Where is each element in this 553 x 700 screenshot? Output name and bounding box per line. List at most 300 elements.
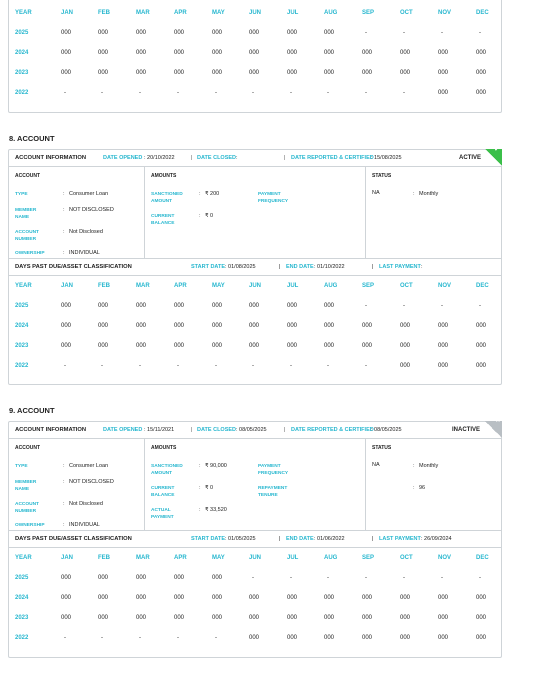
dpd-value-cell: 000 [61, 70, 72, 76]
dpd-value-cell: 000 [324, 70, 335, 76]
month-header: DEC [476, 555, 489, 561]
dpd-title: DAYS PAST DUE/ASSET CLASSIFICATION [15, 536, 132, 542]
date-reported-label: DATE REPORTED & CERTIFIED [291, 427, 374, 433]
field-value: ₹ 33,520 [205, 507, 227, 513]
dpd-row [9, 296, 501, 316]
dpd-value-cell: - [177, 363, 179, 369]
dpd-value-cell: 000 [174, 343, 185, 349]
dpd-value-cell: 000 [249, 615, 260, 621]
colon: : [413, 485, 415, 491]
month-header: DEC [476, 283, 489, 289]
status-column-title: STATUS [372, 173, 392, 179]
dpd-value-cell: 000 [174, 575, 185, 581]
field-value: Not Disclosed [69, 229, 103, 235]
dpd-value-cell: 000 [61, 575, 72, 581]
year-cell: 2024 [15, 595, 29, 601]
month-header: AUG [324, 10, 338, 16]
corner-mark: × [495, 417, 500, 425]
dpd-row [9, 628, 501, 648]
field-value: Consumer Loan [69, 463, 109, 469]
dpd-value-cell: 000 [476, 90, 487, 96]
dpd-value-cell: 000 [476, 343, 487, 349]
status-value: NA [372, 462, 380, 468]
month-header: NOV [438, 283, 452, 289]
field-label-line: BALANCE [151, 221, 175, 226]
field-label-line: SANCTIONED [151, 192, 183, 197]
dpd-value-cell: 000 [212, 30, 223, 36]
year-header: YEAR [15, 555, 32, 561]
dpd-value-cell: 000 [476, 70, 487, 76]
account-status-badge: INACTIVE [452, 427, 481, 433]
dpd-value-cell: - [139, 363, 141, 369]
dpd-header-row [9, 548, 501, 568]
field-label [258, 463, 288, 477]
field-label [151, 463, 183, 477]
dpd-value-cell: 000 [212, 575, 223, 581]
field-label-line: MEMBER [15, 208, 37, 213]
dpd-value-cell: 000 [476, 50, 487, 56]
field-label-line: PAYMENT [151, 515, 174, 520]
dpd-classification-header [9, 531, 501, 548]
last-payment-value: : [421, 264, 423, 270]
field-label [15, 229, 39, 243]
month-header: FEB [98, 283, 110, 289]
status-column [366, 439, 503, 530]
field-value: ₹ 0 [205, 213, 214, 219]
dpd-row [9, 336, 501, 356]
month-header: JUL [287, 555, 299, 561]
date-reported-value: : 08/05/2025 [371, 427, 402, 433]
year-cell: 2025 [15, 30, 29, 36]
dpd-value-cell: 000 [249, 303, 260, 309]
field-label [151, 213, 174, 227]
dpd-value-cell: 000 [174, 30, 185, 36]
dpd-value-cell: 000 [324, 343, 335, 349]
account-column [9, 439, 145, 530]
field-label [151, 507, 174, 521]
month-header: NOV [438, 10, 452, 16]
field-label-line: TYPE [15, 464, 28, 469]
dpd-value-cell: 000 [136, 50, 147, 56]
dpd-row [9, 568, 501, 588]
end-date-label: END DATE [286, 536, 314, 542]
field-label-line: NUMBER [15, 237, 37, 242]
dpd-row [9, 63, 501, 83]
field-label [151, 191, 183, 205]
dpd-value-cell: - [290, 90, 292, 96]
dpd-value-cell: 000 [174, 50, 185, 56]
field-value: Monthly [419, 463, 439, 469]
dpd-value-cell: 000 [287, 30, 298, 36]
date-opened-label: DATE OPENED [103, 427, 143, 433]
field-value: Monthly [419, 191, 439, 197]
dpd-value-cell: - [101, 90, 103, 96]
dpd-value-cell: 000 [362, 323, 373, 329]
month-header: JAN [61, 10, 74, 16]
dpd-row [9, 23, 501, 43]
colon: : [63, 250, 65, 256]
last-payment-value: : 26/09/2024 [421, 536, 452, 542]
account-8-card [8, 146, 502, 385]
dpd-value-cell: - [139, 90, 141, 96]
dpd-value-cell: 000 [476, 635, 487, 641]
end-date-value: : 01/10/2022 [314, 264, 345, 270]
month-header: JUN [249, 10, 262, 16]
dpd-value-cell: 000 [324, 595, 335, 601]
dpd-title: DAYS PAST DUE/ASSET CLASSIFICATION [15, 264, 132, 270]
dpd-value-cell: 000 [287, 70, 298, 76]
month-header: NOV [438, 555, 452, 561]
dpd-value-cell: 000 [61, 303, 72, 309]
account-info-title: ACCOUNT INFORMATION [15, 427, 87, 433]
dpd-value-cell: - [290, 575, 292, 581]
dpd-value-cell: 000 [400, 50, 411, 56]
section-title-account-8: 8. ACCOUNT [9, 134, 55, 143]
dpd-value-cell: 000 [174, 615, 185, 621]
field-label-line: OWNERSHIP [15, 251, 45, 256]
dpd-value-cell: 000 [324, 30, 335, 36]
dpd-value-cell: 000 [212, 615, 223, 621]
year-cell: 2022 [15, 635, 29, 641]
field-label [15, 250, 45, 257]
field-label-line: BALANCE [151, 493, 175, 498]
month-header: MAR [136, 555, 150, 561]
month-header: OCT [400, 555, 413, 561]
date-reported-value: : 15/08/2025 [371, 155, 402, 161]
divider: | [284, 427, 286, 433]
field-label-line: REPAYMENT [258, 486, 288, 491]
start-date-value: : 01/08/2025 [225, 264, 256, 270]
divider: | [372, 264, 374, 270]
year-cell: 2023 [15, 615, 29, 621]
month-header: SEP [362, 283, 375, 289]
dpd-value-cell: 000 [61, 595, 72, 601]
dpd-value-cell: 000 [400, 363, 411, 369]
account-details-grid [9, 167, 501, 259]
field-label-line: MEMBER [15, 480, 37, 485]
month-header: JUL [287, 283, 299, 289]
dpd-value-cell: 000 [438, 635, 449, 641]
dpd-value-cell: 000 [476, 363, 487, 369]
colon: : [63, 501, 65, 507]
field-value: NOT DISCLOSED [69, 479, 114, 485]
dpd-value-cell: - [215, 90, 217, 96]
field-value: INDIVIDUAL [69, 250, 100, 256]
field-label-line: AMOUNT [151, 471, 173, 476]
field-value: NOT DISCLOSED [69, 207, 114, 213]
section-title-account-9: 9. ACCOUNT [9, 406, 55, 415]
field-label-line: ACCOUNT [15, 230, 39, 235]
dpd-value-cell: - [64, 363, 66, 369]
field-label-line: NAME [15, 487, 30, 492]
colon: : [199, 507, 201, 513]
field-value: ₹ 0 [205, 485, 214, 491]
field-value: 96 [419, 485, 426, 491]
colon: : [63, 463, 65, 469]
year-cell: 2024 [15, 323, 29, 329]
dpd-value-cell: 000 [287, 635, 298, 641]
field-label [258, 191, 288, 205]
dpd-value-cell: 000 [249, 70, 260, 76]
colon: : [63, 191, 65, 197]
date-opened-value: : 15/11/2021 [144, 427, 175, 433]
field-label-line: FREQUENCY [258, 471, 289, 476]
dpd-value-cell: 000 [61, 30, 72, 36]
dpd-header-row [9, 276, 501, 296]
dpd-value-cell: 000 [362, 595, 373, 601]
corner-mark: ✓ [494, 146, 500, 153]
dpd-value-cell: - [441, 30, 443, 36]
dpd-value-cell: 000 [400, 70, 411, 76]
dpd-value-cell: 000 [249, 635, 260, 641]
dpd-value-cell: 000 [98, 615, 109, 621]
dpd-value-cell: 000 [438, 343, 449, 349]
dpd-value-cell: 000 [438, 615, 449, 621]
divider: | [191, 427, 193, 433]
dpd-value-cell: 000 [438, 90, 449, 96]
dpd-value-cell: 000 [98, 575, 109, 581]
status-column-title: STATUS [372, 445, 392, 451]
month-header: JUL [287, 10, 299, 16]
dpd-value-cell: 000 [212, 50, 223, 56]
top-dpd-table [8, 0, 502, 113]
end-date-label: END DATE [286, 264, 314, 270]
month-header: MAY [212, 10, 225, 16]
dpd-row [9, 316, 501, 336]
date-closed-label: DATE CLOSED [197, 427, 237, 433]
dpd-value-cell: 000 [98, 50, 109, 56]
dpd-value-cell: 000 [287, 343, 298, 349]
dpd-value-cell: - [290, 363, 292, 369]
account-details-grid [9, 439, 501, 531]
dpd-value-cell: 000 [249, 323, 260, 329]
dpd-value-cell: 000 [287, 615, 298, 621]
dpd-value-cell: 000 [61, 615, 72, 621]
dpd-value-cell: 000 [438, 70, 449, 76]
dpd-value-cell: - [327, 575, 329, 581]
field-label-line: PAYMENT [258, 192, 281, 197]
colon: : [199, 485, 201, 491]
month-header: SEP [362, 10, 375, 16]
last-payment-label: LAST PAYMENT [379, 264, 421, 270]
dpd-value-cell: 000 [438, 50, 449, 56]
field-label [15, 463, 28, 470]
dpd-value-cell: 000 [174, 303, 185, 309]
field-label-line: SANCTIONED [151, 464, 183, 469]
close-icon [484, 417, 502, 437]
divider: | [279, 536, 281, 542]
dpd-value-cell: 000 [61, 323, 72, 329]
dpd-value-cell: 000 [136, 30, 147, 36]
dpd-value-cell: 000 [400, 323, 411, 329]
dpd-value-cell: 000 [98, 595, 109, 601]
dpd-value-cell: 000 [136, 323, 147, 329]
dpd-value-cell: 000 [61, 50, 72, 56]
dpd-value-cell: - [177, 90, 179, 96]
month-header: MAR [136, 10, 150, 16]
month-header: JUN [249, 555, 262, 561]
account-info-header [9, 417, 501, 439]
dpd-value-cell: - [252, 90, 254, 96]
year-cell: 2023 [15, 343, 29, 349]
dpd-value-cell: - [365, 90, 367, 96]
dpd-value-cell: - [403, 30, 405, 36]
month-header: APR [174, 555, 187, 561]
dpd-value-cell: - [479, 303, 481, 309]
dpd-value-cell: 000 [324, 303, 335, 309]
start-date-label: START DATE [191, 264, 226, 270]
month-header: APR [174, 10, 187, 16]
dpd-value-cell: 000 [362, 615, 373, 621]
field-label-line: ACTUAL [151, 508, 171, 513]
dpd-value-cell: - [64, 90, 66, 96]
colon: : [63, 522, 65, 528]
dpd-value-cell: 000 [174, 595, 185, 601]
dpd-value-cell: - [252, 575, 254, 581]
dpd-value-cell: 000 [212, 303, 223, 309]
dpd-value-cell: 000 [324, 615, 335, 621]
field-label [258, 485, 287, 499]
dpd-value-cell: 000 [287, 323, 298, 329]
dpd-value-cell: - [64, 635, 66, 641]
dpd-value-cell: - [252, 363, 254, 369]
dpd-value-cell: - [177, 635, 179, 641]
field-value: ₹ 200 [205, 191, 220, 197]
status-value: NA [372, 190, 380, 196]
dpd-value-cell: 000 [287, 303, 298, 309]
field-label-line: NAME [15, 215, 30, 220]
dpd-value-cell: - [403, 303, 405, 309]
date-closed-value: : [236, 155, 238, 161]
dpd-value-cell: 000 [212, 70, 223, 76]
year-cell: 2022 [15, 90, 29, 96]
dpd-value-cell: 000 [324, 50, 335, 56]
dpd-value-cell: 000 [438, 595, 449, 601]
field-label-line: CURRENT [151, 214, 175, 219]
account-9-card [8, 417, 502, 658]
colon: : [413, 191, 415, 197]
month-header: FEB [98, 10, 110, 16]
month-header: FEB [98, 555, 110, 561]
field-label-line: PAYMENT [258, 464, 281, 469]
year-cell: 2022 [15, 363, 29, 369]
dpd-value-cell: 000 [174, 323, 185, 329]
field-label-line: CURRENT [151, 486, 175, 491]
dpd-value-cell: 000 [362, 50, 373, 56]
field-label-line: NUMBER [15, 509, 37, 514]
field-label-line: TYPE [15, 192, 28, 197]
dpd-value-cell: 000 [438, 323, 449, 329]
date-opened-label: DATE OPENED [103, 155, 143, 161]
field-value: INDIVIDUAL [69, 522, 100, 528]
dpd-value-cell: 000 [98, 70, 109, 76]
month-header: AUG [324, 283, 338, 289]
dpd-value-cell: 000 [400, 635, 411, 641]
dpd-value-cell: 000 [98, 30, 109, 36]
dpd-value-cell: - [441, 303, 443, 309]
colon: : [63, 479, 65, 485]
year-header: YEAR [15, 10, 32, 16]
dpd-value-cell: - [403, 90, 405, 96]
year-header: YEAR [15, 283, 32, 289]
field-label-line: OWNERSHIP [15, 523, 45, 528]
dpd-value-cell: 000 [476, 595, 487, 601]
dpd-value-cell: 000 [400, 615, 411, 621]
dpd-value-cell: 000 [287, 595, 298, 601]
dpd-value-cell: - [101, 635, 103, 641]
dpd-value-cell: - [365, 363, 367, 369]
month-header: MAY [212, 555, 225, 561]
date-opened-value: : 20/10/2022 [144, 155, 175, 161]
dpd-value-cell: 000 [98, 343, 109, 349]
dpd-value-cell: - [215, 635, 217, 641]
month-header: SEP [362, 555, 375, 561]
field-value: Consumer Loan [69, 191, 109, 197]
month-header: MAR [136, 283, 150, 289]
field-label-line: FREQUENCY [258, 199, 289, 204]
dpd-value-cell: 000 [249, 343, 260, 349]
dpd-value-cell: - [479, 30, 481, 36]
last-payment-label: LAST PAYMENT [379, 536, 421, 542]
dpd-value-cell: - [479, 575, 481, 581]
dpd-row [9, 356, 501, 376]
dpd-value-cell: 000 [98, 323, 109, 329]
year-cell: 2023 [15, 70, 29, 76]
date-closed-label: DATE CLOSED [197, 155, 237, 161]
colon: : [413, 463, 415, 469]
divider: | [284, 155, 286, 161]
dpd-value-cell: 000 [61, 343, 72, 349]
dpd-value-cell: 000 [212, 595, 223, 601]
month-header: DEC [476, 10, 489, 16]
dpd-row [9, 83, 501, 103]
colon: : [199, 463, 201, 469]
dpd-value-cell: 000 [362, 635, 373, 641]
dpd-value-cell: - [327, 90, 329, 96]
colon: : [199, 191, 201, 197]
dpd-value-cell: 000 [98, 303, 109, 309]
colon: : [63, 229, 65, 235]
year-cell: 2025 [15, 575, 29, 581]
month-header: JAN [61, 555, 74, 561]
month-header: OCT [400, 10, 413, 16]
month-header: OCT [400, 283, 413, 289]
dpd-value-cell: - [101, 363, 103, 369]
month-header: MAY [212, 283, 225, 289]
account-column [9, 167, 145, 258]
account-status-badge: ACTIVE [459, 155, 482, 161]
field-label [15, 479, 36, 493]
dpd-value-cell: 000 [212, 343, 223, 349]
account-info-title: ACCOUNT INFORMATION [15, 155, 87, 161]
dpd-value-cell: 000 [476, 615, 487, 621]
dpd-row [9, 608, 501, 628]
amounts-column-title: AMOUNTS [151, 445, 177, 451]
field-value: Not Disclosed [69, 501, 103, 507]
field-label [15, 207, 36, 221]
dpd-value-cell: 000 [249, 30, 260, 36]
end-date-value: : 01/06/2022 [314, 536, 345, 542]
account-column-title: ACCOUNT [15, 445, 40, 451]
dpd-value-cell: 000 [174, 70, 185, 76]
field-label [15, 191, 28, 198]
divider: | [279, 264, 281, 270]
dpd-value-cell: 000 [476, 323, 487, 329]
dpd-value-cell: 000 [136, 595, 147, 601]
month-header: AUG [324, 555, 338, 561]
month-header: JAN [61, 283, 74, 289]
field-label-line: AMOUNT [151, 199, 173, 204]
